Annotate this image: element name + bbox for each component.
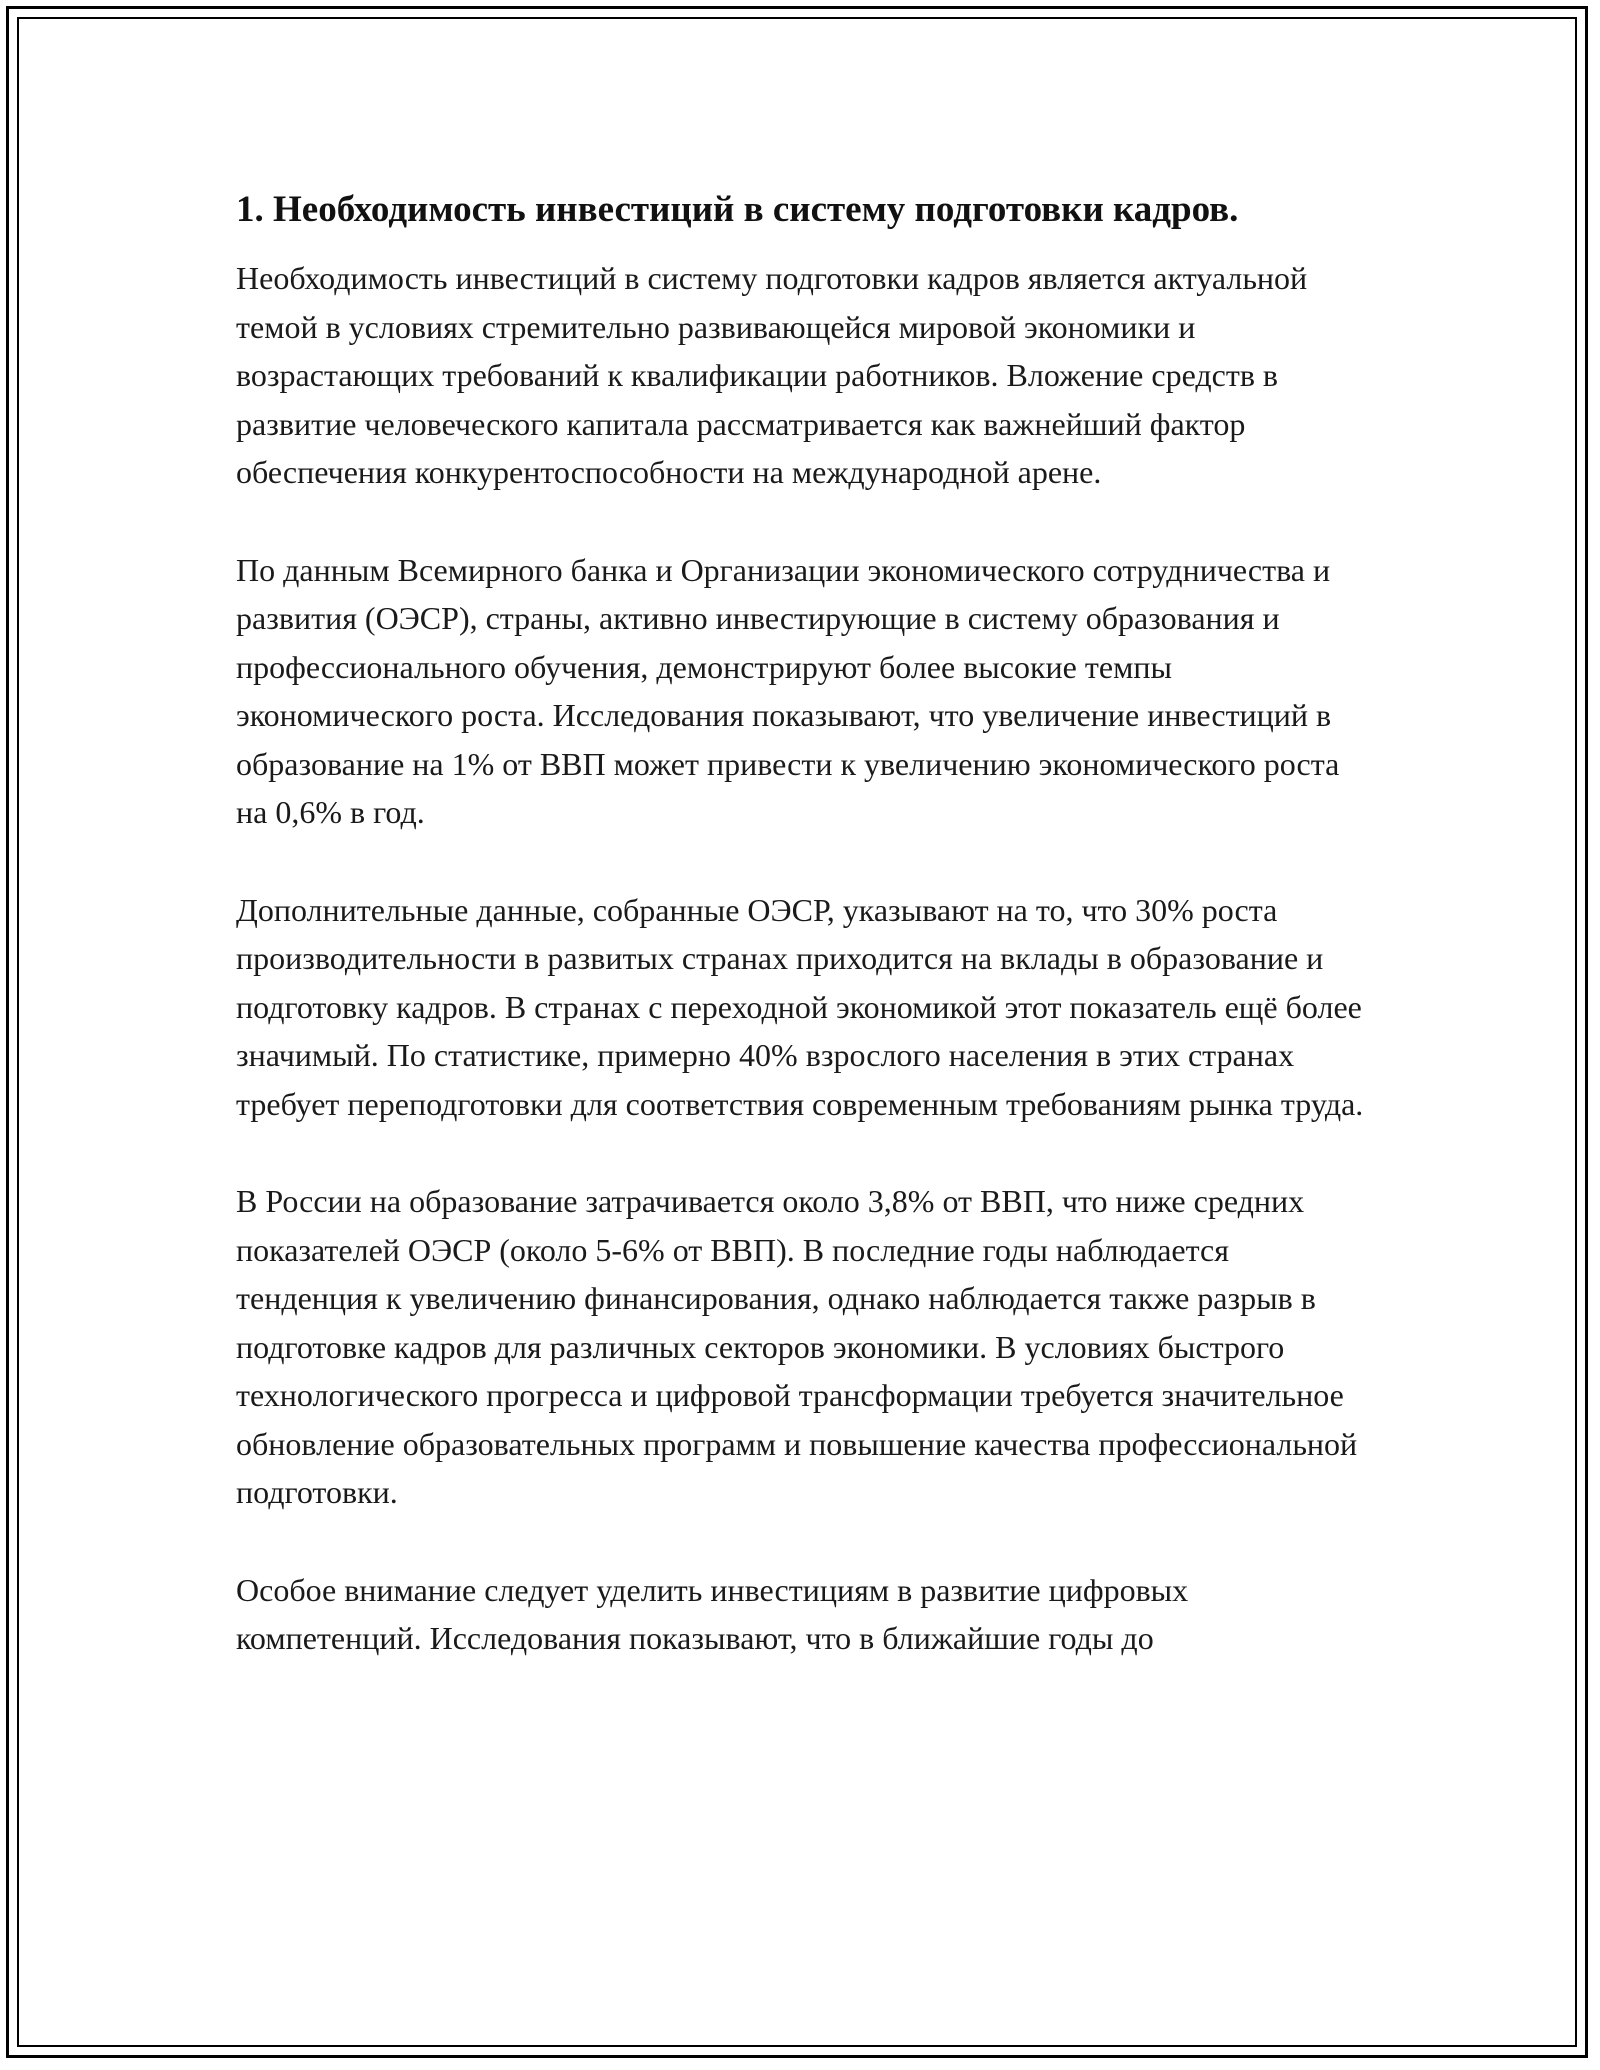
paragraph-russia-spending: В России на образование затрачивается около 3,8% от ВВП, что ниже средних показателей ОЭСР (около 5-6% от ВВП). В последние годы наблюдается тенденция к увеличению финансирования, однако наблюдается также разрыв в подготовке кадров для различных секторов экономики. В условиях быстрого технологического прогресса и цифровой трансформации требуется значительное обновление образовательных программ и повышение качества профессиональной подготовки. bbox=[236, 1183, 1358, 1510]
paragraph-intro: Необходимость инвестиций в систему подготовки кадров является актуальной темой в условиях стремительно развивающейся мировой экономики и возрастающих требований к квалификации работников. Вложение средств в развитие человеческого капитала рассматривается как важнейший фактор обеспечения конкурентоспособности на международной арене. bbox=[236, 260, 1308, 490]
paragraph-productivity-stats: Дополнительные данные, собранные ОЭСР, указывают на то, что 30% роста производительности в развитых странах приходится на вклады в образование и подготовку кадров. В странах с переходной экономикой этот показатель ещё более значимый. По статистике, примерно 40% взрослого населения в этих странах требует переподготовки для соответствия современным требованиям рынка труда. bbox=[236, 891, 1364, 1122]
paragraph-digital-competencies: Особое внимание следует уделить инвестициям в развитие цифровых компетенций. Исследования показывают, что в ближайшие годы до bbox=[236, 1571, 1189, 1656]
paragraph-world-bank-oecd: По данным Всемирного банка и Организации экономического сотрудничества и развития (ОЭСР), страны, активно инвестирующие в систему образования и профессионального обучения, демонстрируют более высокие темпы экономического роста. Исследования показывают, что увеличение инвестиций в образование на 1% от ВВП может привести к увеличению экономического роста на 0,6% в год. bbox=[236, 551, 1340, 830]
section-heading: 1. Необходимость инвестиций в систему подготовки кадров. bbox=[236, 189, 1239, 230]
document-body bbox=[236, 186, 1366, 1663]
